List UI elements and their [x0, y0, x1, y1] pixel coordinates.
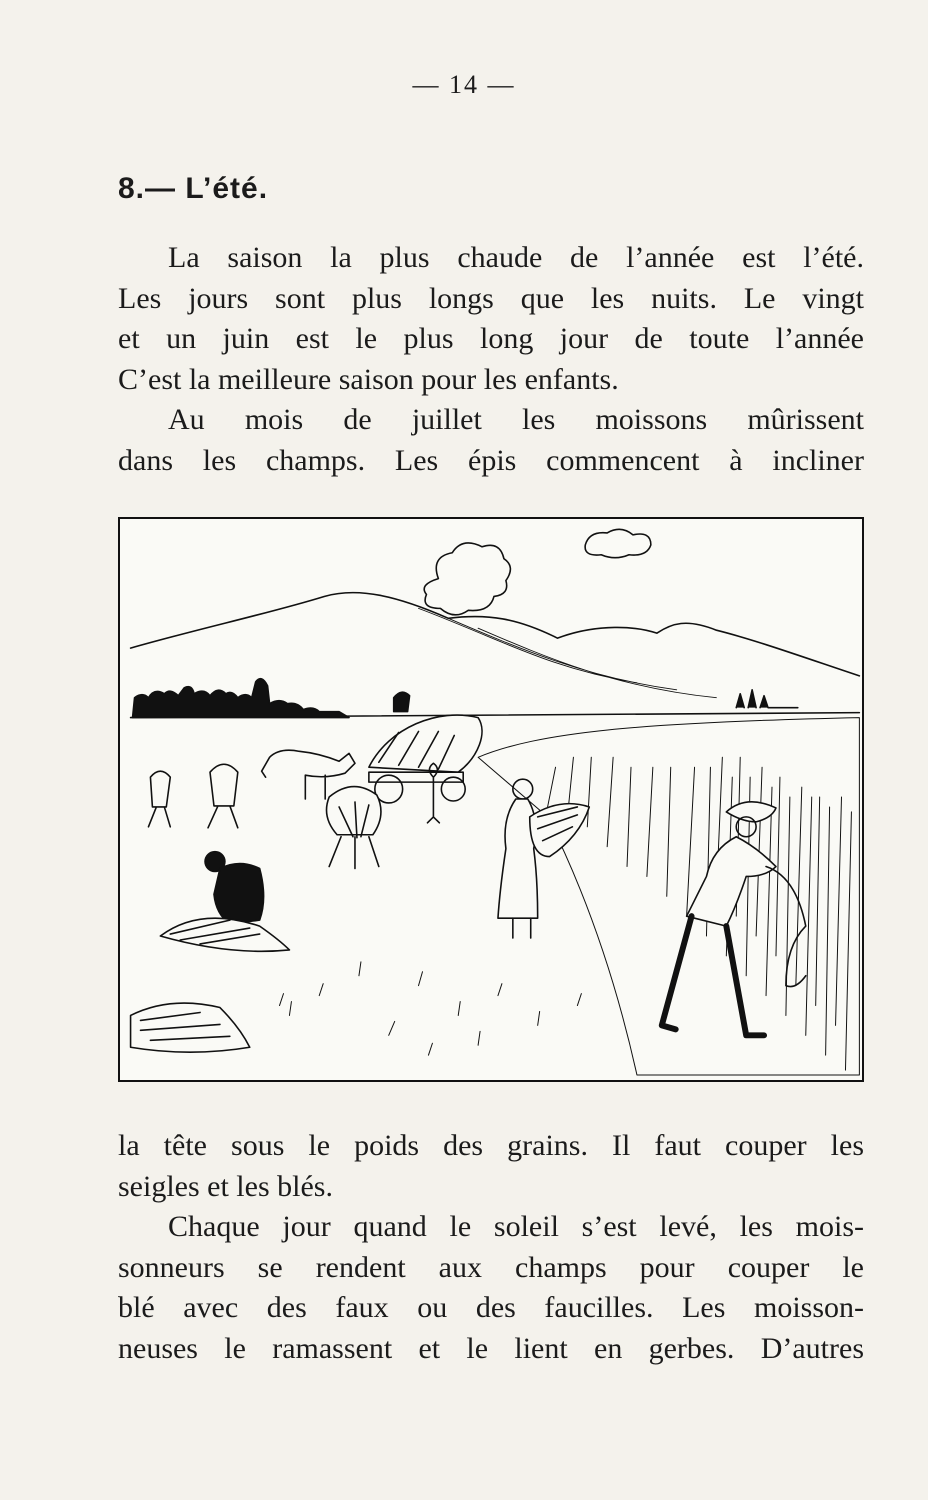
- text-line: neuses le ramassent et le lient en gerbes. D’autres: [118, 1331, 864, 1365]
- text-line: et un juin est le plus long jour de toute l’année: [118, 322, 864, 355]
- cloud-right: [585, 529, 651, 557]
- cloud-left: [424, 543, 510, 615]
- text-line: Chaque jour quand le soleil s’est levé, les mois-: [168, 1210, 864, 1243]
- text-line: la tête sous le poids des grains. Il faut couper les: [118, 1129, 864, 1162]
- harvest-illustration: [118, 517, 864, 1082]
- text-line: La saison la plus chaude de l’année est l’été.: [168, 241, 864, 274]
- text-line: seigles et les blés.: [118, 1169, 333, 1203]
- text-line: dans les champs. Les épis commencent à incliner: [118, 443, 864, 477]
- harvest-scene-drawing: [120, 519, 862, 1080]
- text-line: sonneurs se rendent aux champs pour couper le: [118, 1250, 864, 1284]
- lesson-title: 8.— L’été.: [118, 172, 269, 205]
- text-line: blé avec des faux ou des faucilles. Les moisson-: [118, 1291, 864, 1324]
- text-line: Les jours sont plus longs que les nuits. Le vingt: [118, 281, 864, 315]
- paragraph-top: [118, 238, 864, 481]
- mountains: [131, 593, 860, 676]
- paragraph-bottom: [118, 1126, 864, 1369]
- sheaves: [148, 764, 381, 868]
- text-line: C’est la meilleure saison pour les enfants.: [118, 362, 619, 396]
- tree-line: [133, 679, 349, 718]
- kneeling-woman: [160, 852, 289, 952]
- page-number: — 14 —: [412, 70, 516, 99]
- text-line: Au mois de juillet les moissons mûrissent: [168, 403, 864, 436]
